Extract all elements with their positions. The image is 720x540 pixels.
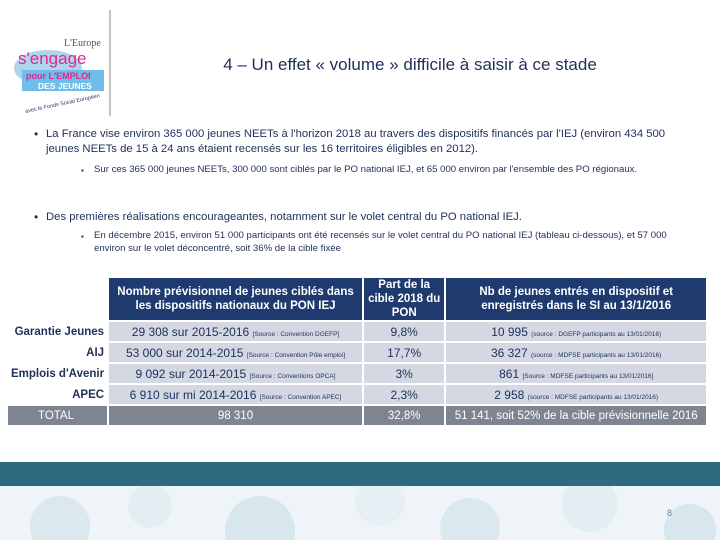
logo-line3: pour L'EMPLOI xyxy=(26,71,91,81)
table-row xyxy=(8,322,706,341)
entered-source: (source : MDFSE participants au 13/01/2016) xyxy=(527,393,659,401)
total-label: TOTAL xyxy=(8,406,107,425)
entered-cell xyxy=(446,343,706,362)
bullet-1 xyxy=(34,127,684,157)
bullet-dot-icon: • xyxy=(34,210,39,224)
entered-value: 861 xyxy=(499,366,520,381)
fse-logo xyxy=(8,10,112,116)
logo-line1: L'Europe xyxy=(64,38,101,49)
header-blank-cell xyxy=(8,278,107,320)
target-cell xyxy=(109,364,362,383)
target-cell xyxy=(109,385,362,404)
entered-source: [Source : MDFSE participants au 13/01/2016] xyxy=(522,372,654,380)
share-cell: 9,8% xyxy=(364,322,444,341)
target-value: 6 910 sur mi 2014-2016 xyxy=(129,387,257,402)
total-entered: 51 141, soit 52% de la cible prévisionnelle 2016 xyxy=(446,406,706,425)
entered-source: (source : DGEFP participants au 13/01/2016) xyxy=(531,330,662,338)
sub-bullet-1 xyxy=(81,164,684,177)
header-share: Part de la cible 2018 du PON xyxy=(364,278,444,320)
row-label: Emplois d'Avenir xyxy=(8,364,107,383)
share-cell: 3% xyxy=(364,364,444,383)
footer-background xyxy=(0,486,720,540)
target-source: [Source : Convention Pôle emploi] xyxy=(246,351,346,359)
bullet-1-text: La France vise environ 365 000 jeunes NEETs à l'horizon 2018 au travers des dispositifs financés par l'IEJ (environ 434 500 jeunes NEETs de 15 à 24 ans étaient recensés sur les 16 territoires éligibles en 2012). xyxy=(46,128,666,155)
target-value: 9 092 sur 2014-2015 xyxy=(135,366,247,381)
header-entered: Nb de jeunes entrés en dispositif et enregistrés dans le SI au 13/1/2016 xyxy=(446,278,706,320)
sub-bullet-2 xyxy=(81,230,684,255)
share-cell: 17,7% xyxy=(364,343,444,362)
target-cell xyxy=(109,343,362,362)
square-bullet-icon: ▪ xyxy=(81,166,84,175)
table-row xyxy=(8,343,706,362)
bullet-2 xyxy=(34,210,684,225)
target-source: [Source : Convention APEC] xyxy=(259,393,342,401)
entered-source: (source : MDFSE participants au 13/01/2016) xyxy=(531,351,662,359)
entered-cell xyxy=(446,364,706,383)
target-source: [Source : Convention DGEFP] xyxy=(252,330,340,338)
footer-band xyxy=(0,462,720,486)
table-row xyxy=(8,364,706,383)
logo-graphic xyxy=(8,10,112,116)
entered-value: 10 995 xyxy=(491,324,528,339)
entered-cell xyxy=(446,322,706,341)
row-label: Garantie Jeunes xyxy=(8,322,107,341)
page-number: 8 xyxy=(666,508,672,518)
header-target: Nombre prévisionnel de jeunes ciblés dans les dispositifs nationaux du PON IEJ xyxy=(109,278,362,320)
entered-value: 36 327 xyxy=(490,345,528,360)
page-title: 4 – Un effet « volume » difficile à saisir à ce stade xyxy=(223,55,597,74)
table-total-row xyxy=(8,406,706,425)
logo-line4: DES JEUNES xyxy=(38,81,92,91)
sub-bullet-2-text: En décembre 2015, environ 51 000 participants ont été recensés sur le volet central du PO national IEJ (tableau ci-dessous), et 57 000 environ sur le volet déconcentré, soit 36% de la cible fixée xyxy=(94,230,667,254)
row-label: APEC xyxy=(8,385,107,404)
entered-cell xyxy=(446,385,706,404)
logo-line5: avec le Fonds Social Européen xyxy=(24,93,101,115)
target-cell xyxy=(109,322,362,341)
target-source: [Source : Conventions OPCA] xyxy=(249,372,336,380)
table-header-row xyxy=(8,278,706,320)
total-share: 32,8% xyxy=(364,406,444,425)
square-bullet-icon: ▪ xyxy=(81,232,84,241)
target-value: 53 000 sur 2014-2015 xyxy=(125,345,244,360)
row-label: AIJ xyxy=(8,343,107,362)
footer-pattern-graphic xyxy=(0,486,720,540)
entered-value: 2 958 xyxy=(494,387,525,402)
sub-bullet-1-text: Sur ces 365 000 jeunes NEETs, 300 000 sont ciblés par le PO national IEJ, et 65 000 environ par l'ensemble des PO régionaux. xyxy=(94,164,638,175)
bullet-dot-icon: • xyxy=(34,127,39,141)
table-row xyxy=(8,385,706,404)
target-value: 29 308 sur 2015-2016 xyxy=(131,324,250,339)
bullet-2-text: Des premières réalisations encourageantes, notamment sur le volet central du PO national IEJ. xyxy=(46,211,522,223)
share-cell: 2,3% xyxy=(364,385,444,404)
total-target: 98 310 xyxy=(109,406,362,425)
logo-line2: s'engage xyxy=(18,49,87,68)
stats-table xyxy=(6,276,708,427)
